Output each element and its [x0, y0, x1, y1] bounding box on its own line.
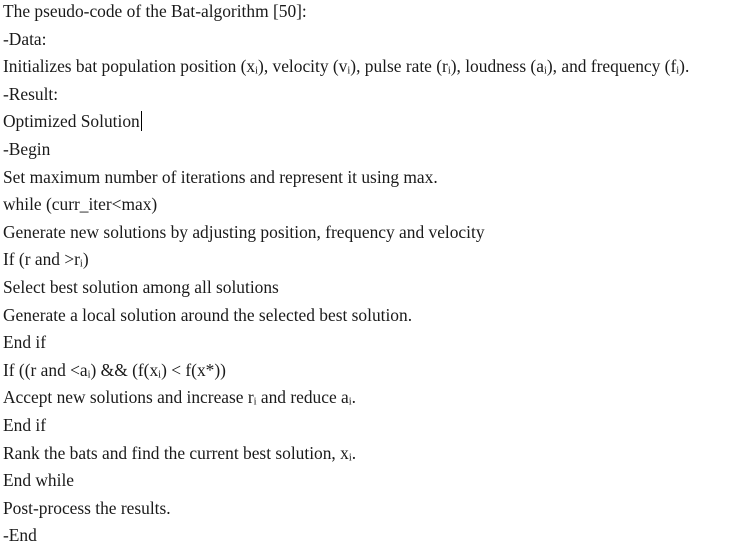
if-pulse-line: If (r and $>r_i$) [3, 249, 89, 270]
select-best-line: Select best solution among all solutions [3, 276, 279, 297]
document-title: The pseudo-code of the Bat-algorithm [50]: [3, 1, 307, 21]
end-if-line-2: End if [3, 414, 46, 435]
end-while-line: End while [3, 470, 74, 491]
while-line: while (curr_iter<max) [3, 194, 158, 215]
pseudo-code-document [3, 0, 734, 550]
end-line: -End [3, 525, 37, 546]
begin-line: -Begin [3, 138, 51, 159]
accept-line: Accept new solutions and increase $r_i$ and reduce $a_i$. [3, 387, 357, 408]
result-value: Optimized Solution [3, 111, 140, 132]
data-heading: -Data: [3, 28, 47, 49]
set-max-line: Set maximum number of iterations and represent it using max. [3, 166, 438, 187]
post-process-line: Post-process the results. [3, 497, 171, 518]
generate-line: Generate new solutions by adjusting position, frequency and velocity [3, 221, 485, 242]
initialization-line: Initializes bat population position $(x_i)$, velocity $(v_i)$, pulse rate $(r_i)$, loudness $(a_i)$, and frequency $(f_i)$. [3, 56, 690, 77]
if-loudness-line: If ((r and $<a_i$) && $(f(x_i) < f(x*))$ [3, 359, 226, 381]
text-cursor [141, 111, 142, 131]
result-value-line[interactable] [3, 108, 734, 136]
result-heading: -Result: [3, 83, 59, 104]
rank-line: Rank the bats and find the current best solution, $x_i$. [3, 442, 357, 464]
local-solution-line: Generate a local solution around the selected best solution. [3, 304, 413, 325]
end-if-line-1: End if [3, 332, 46, 353]
